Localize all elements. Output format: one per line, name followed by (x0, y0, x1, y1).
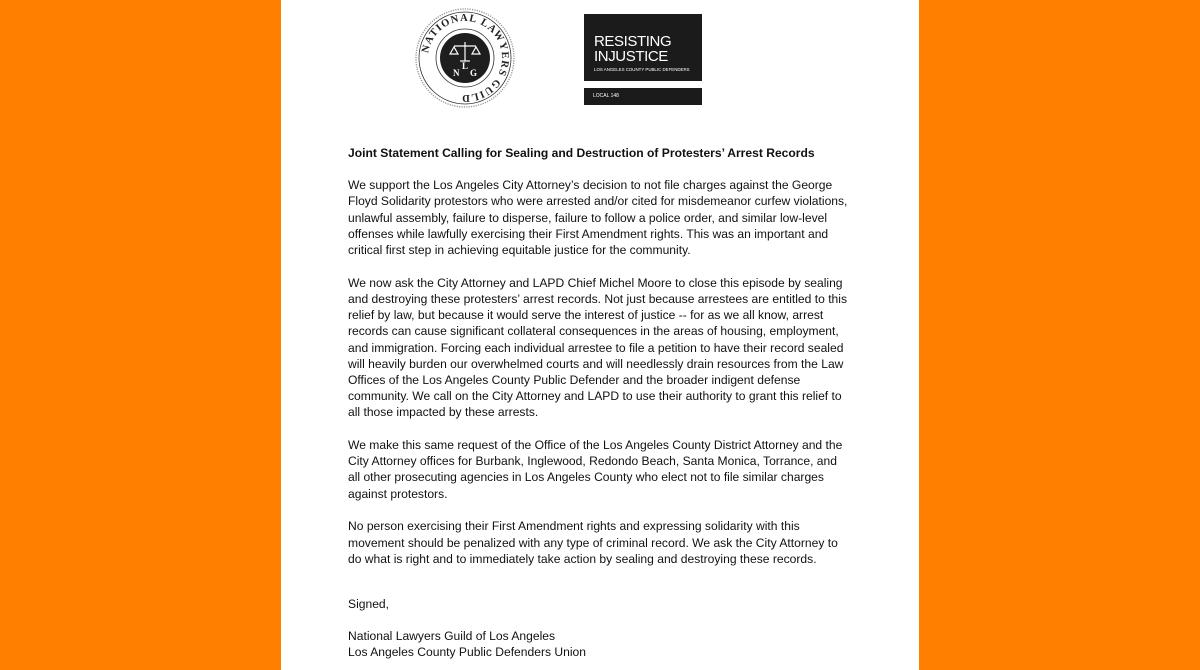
local-badge: LOCAL 148 (584, 88, 702, 105)
logo-line-2: INJUSTICE (594, 48, 668, 65)
logo-line-1: RESISTING (594, 33, 672, 50)
signed-label: Signed, (348, 596, 390, 611)
nlg-monogram-g: G (470, 68, 478, 78)
signatory-2: Los Angeles County Public Defenders Union (348, 645, 586, 660)
document-page (281, 0, 919, 670)
nlg-monogram-n: N (453, 68, 460, 78)
nlg-monogram-l: L (462, 61, 469, 71)
paragraph-2: We now ask the City Attorney and LAPD Chief Michel Moore to close this episode by sealing and destroying these protesters’ arrest records. Not just because arrestees are entitled to this relief by law, but because it would serve the interest of justice -- for as we all know, arrest records can cause significant collateral consequences in the areas of housing, employment, and immigration. Forcing each individual arrestee to file a petition to have their record sealed will heavily burden our overwhelmed courts and will needlessly drain resources from the Law Offices of the Los Angeles County Public Defender and the broader indigent defense community. We call on the City Attorney and LAPD to use their authority to grant this relief to all those impacted by these arrests. (348, 275, 848, 420)
paragraph-1: We support the Los Angeles City Attorney’s decision to not file charges against the George Floyd Solidarity protestors who were arrested and/or cited for misdemeanor curfew violations, unlawful assembly, failure to disperse, failure to follow a police order, and similar low-level offenses while lawfully exercising their First Amendment rights. This was an important and critical first step in achieving equitable justice for the community. (348, 178, 848, 258)
logo-subtitle: LOS ANGELES COUNTY PUBLIC DEFENDERS (594, 67, 690, 72)
paragraph-4: No person exercising their First Amendment rights and expressing solidarity with this movement should be penalized with any type of criminal record. We ask the City Attorney to do what is right and to immediately take action by sealing and destroying these records. (348, 519, 838, 566)
paragraph-3: We make this same request of the Office of the Los Angeles County District Attorney and the City Attorney offices for Burbank, Inglewood, Redondo Beach, Santa Monica, Torrance, and all other prosecuting agencies in Los Angeles County who elect not to file similar charges against protestors. (348, 438, 843, 501)
resisting-injustice-logo (584, 14, 702, 81)
national-lawyers-guild-logo (414, 7, 516, 109)
nlg-ring-text: NATIONAL LAWYERS GUILD (420, 12, 511, 104)
statement-title: Joint Statement Calling for Sealing and Destruction of Protesters’ Arrest Records (348, 146, 815, 160)
statement-body (348, 145, 848, 661)
signatory-1: National Lawyers Guild of Los Angeles (348, 629, 556, 644)
